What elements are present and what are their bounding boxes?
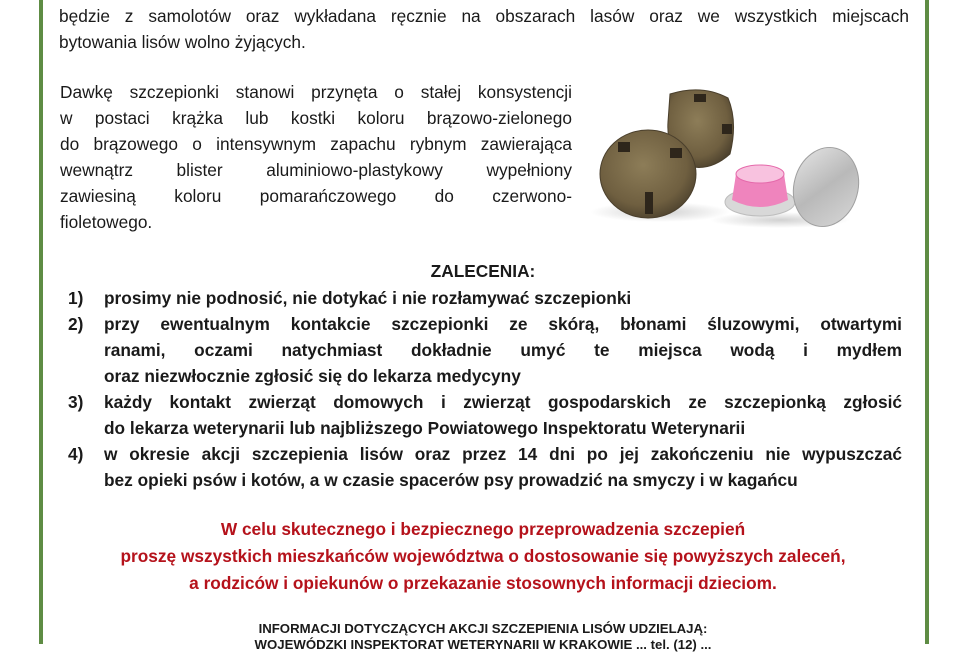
dose-line: fioletowego. [60, 212, 153, 232]
recommendation-line: ranami, oczami natychmiast dokładnie umyć te miejsca wodą i mydłem [104, 340, 902, 360]
intro-line: bytowania lisów wolno żyjących. [59, 32, 306, 52]
appeal-paragraph [40, 516, 926, 597]
appeal-line: W celu skutecznego i bezpiecznego przeprowadzenia szczepień [220, 519, 746, 539]
recommendation-number: 4) [68, 444, 84, 464]
recommendation-line: do lekarza weterynarii lub najbliższego Powiatowego Inspektoratu Weterynarii [104, 418, 746, 438]
dose-line: zawiesiną koloru pomarańczowego do czerwono- [60, 186, 572, 206]
recommendation-line: w okresie akcji szczepienia lisów oraz przez 14 dni po jej zakończeniu nie wypuszczać [104, 444, 902, 464]
dose-line: wewnątrz blister aluminiowo-plastykowy wypełniony [60, 160, 572, 180]
appeal-line: a rodziców i opiekunów o przekazanie stosownych informacji dzieciom. [189, 573, 777, 593]
recommendations-list [68, 285, 902, 493]
recommendation-number: 3) [68, 392, 84, 412]
info-heading: INFORMACJI DOTYCZĄCYCH AKCJI SZCZEPIENIA LISÓW UDZIELAJĄ: [258, 621, 708, 636]
dose-line: Dawkę szczepionki stanowi przynęta o stałej konsystencji [60, 82, 572, 102]
intro-paragraph [59, 3, 909, 55]
dose-description-paragraph [60, 79, 572, 235]
recommendation-item [68, 311, 902, 389]
recommendation-line: każdy kontakt zwierząt domowych i zwierząt gospodarskich ze szczepionką zgłosić [104, 392, 902, 412]
vaccine-bait-image [590, 82, 890, 232]
recommendation-line: prosimy nie podnosić, nie dotykać i nie rozłamywać szczepionki [104, 288, 632, 308]
recommendation-item [68, 285, 902, 311]
appeal-line: proszę wszystkich mieszkańców województwa o dostosowanie się powyższych zaleceń, [120, 546, 846, 566]
recommendation-item [68, 389, 902, 441]
recommendation-line: przy ewentualnym kontakcie szczepionki ze skórą, błonami śluzowymi, otwartymi [104, 314, 902, 334]
recommendation-item [68, 441, 902, 493]
dose-line: w postaci krążka lub kostki koloru brązowo-zielonego [60, 108, 572, 128]
recommendations-heading: ZALECENIA: [430, 261, 536, 281]
recommendation-line: bez opieki psów i kotów, a w czasie spacerów psy prowadzić na smyczy i w kagańcu [104, 470, 798, 490]
intro-line: będzie z samolotów oraz wykładana ręcznie na obszarach lasów oraz we wszystkich miejscach [59, 6, 909, 26]
info-contact-line: WOJEWÓDZKI INSPEKTORAT WETERYNARII W KRAKOWIE ... tel. (12) ... [254, 637, 712, 652]
dose-line: do brązowego o intensywnym zapachu rybnym zawierająca [60, 134, 572, 154]
recommendation-line: oraz niezwłocznie zgłosić się do lekarza medycyny [104, 366, 521, 386]
recommendation-number: 1) [68, 288, 84, 308]
recommendation-number: 2) [68, 314, 84, 334]
